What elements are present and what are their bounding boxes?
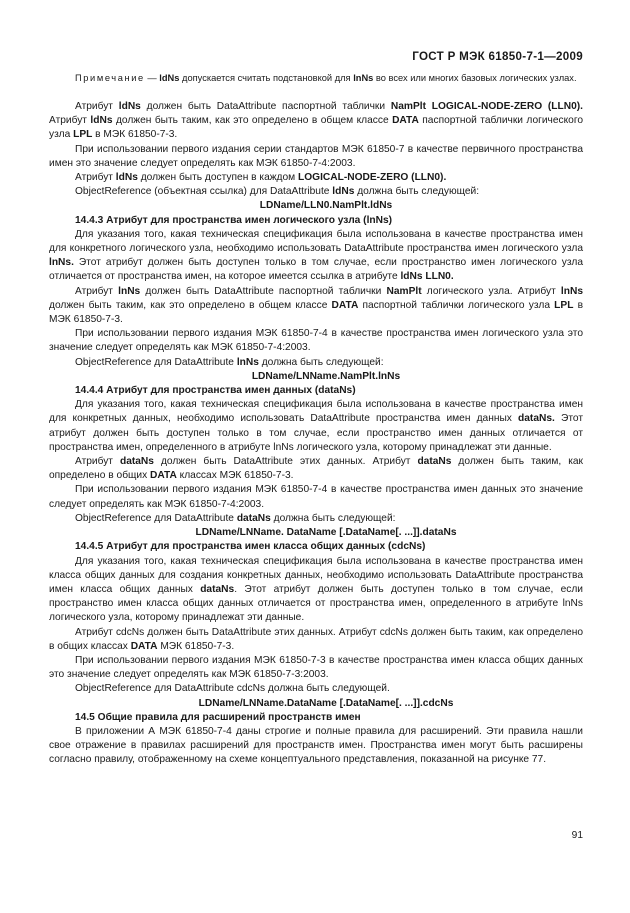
paragraph: При использовании первого издания МЭК 61850-7-4 в качестве пространства имен данных это значение следует определять как МЭК 61850-7-4:2003.: [49, 484, 583, 510]
paragraph: Для указания того, какая техническая спецификация была использована в качестве пространства имен класса общих данных для создания конкретных данных, необходимо использовать DataAttribute пространства имен класса общих данных dataNs. Этот атрибут должен быть доступен только в том случае, если пространство имен класса общих данных отличается от пространства имен, определенного в атрибуте lnNs логического узла, которому принадлежат эти данные.: [49, 555, 583, 624]
section-heading: 14.5 Общие правила для расширений пространств имен: [75, 711, 361, 723]
section-heading: 14.4.5 Атрибут для пространства имен класса общих данных (cdcNs): [75, 541, 426, 553]
paragraph: Атрибут cdcNs должен быть DataAttribute этих данных. Атрибут cdcNs должен быть таким, как определено в общих классах DATA МЭК 61850-7-3.: [49, 626, 583, 652]
paragraph: ObjectReference для DataAttribute lnNs должна быть следующей:: [75, 356, 384, 368]
paragraph: Атрибут lnNs должен быть DataAttribute паспортной таблички NamPlt логического узла. Атрибут lnNs должен быть таким, как это определено в общем классе DATA паспортной таблички логического узла LPL в МЭК 61850-7-3.: [49, 285, 583, 326]
paragraph: При использовании первого издания МЭК 61850-7-4 в качестве пространства имен логического узла это значение следует определять как МЭК 61850-7-4:2003.: [49, 328, 583, 354]
paragraph: Для указания того, какая техническая спецификация была использована в качестве пространства имен для конкретного логического узла, необходимо использовать DataAttribute пространства имен логического узла lnNs. Этот атрибут должен быть доступен только в том случае, если пространство имен логического узла отличается от пространства имен, на которое имеется ссылка в атрибуте ldNs LLN0.: [49, 228, 583, 283]
formula: LDName/LNName. DataName [.DataName[. ...]].dataNs: [195, 527, 457, 539]
paragraph: При использовании первого издания МЭК 61850-7-3 в качестве пространства имен класса общих данных это значение следует определять как МЭК 61850-7-3:2003.: [49, 654, 583, 681]
note-label: Примечание: [75, 73, 145, 83]
section-heading: 14.4.4 Атрибут для пространства имен данных (dataNs): [75, 385, 356, 397]
formula: LDName/LNName.DataName [.DataName[. ...]].cdcNs: [198, 697, 454, 709]
section-heading: 14.4.3 Атрибут для пространства имен логического узла (lnNs): [75, 214, 393, 226]
formula: LDName/LLN0.NamPlt.ldNs: [259, 200, 393, 212]
paragraph: В приложении А МЭК 61850-7-4 даны строгие и полные правила для расширений. Эти правила нашли свое отражение в правилах расширений для пространств имен. Пространства имен могут быть расширены согласно правилу, отображенному на схеме концептуального представления, показанной на рисунке 77.: [49, 725, 583, 766]
note: Примечание — ldNs допускается считать подстановкой для lnNs во всех или многих базовых логических узлах.: [75, 73, 577, 83]
paragraph: ObjectReference (объектная ссылка) для DataAttribute ldNs должна быть следующей:: [75, 186, 480, 198]
paragraph: Атрибут dataNs должен быть DataAttribute этих данных. Атрибут dataNs должен быть таким, как определено в общих DATA классах МЭК 61850-7-3.: [49, 456, 583, 482]
paragraph: Атрибут ldNs должен быть доступен в каждом LOGICAL-NODE-ZERO (LLN0).: [75, 172, 447, 184]
paragraph: При использовании первого издания серии стандартов МЭК 61850-7 в качестве первичного пространства имен это значение следует определять как МЭК 61850-7-4:2003.: [49, 143, 583, 169]
paragraph: Атрибут ldNs должен быть DataAttribute паспортной таблички NamPlt LOGICAL-NODE-ZERO (LLN0). Атрибут ldNs должен быть таким, как это определено в общем классе DATA паспортной таблички логического узла LPL в МЭК 61850-7-3.: [49, 101, 584, 141]
paragraph: Для указания того, какая техническая спецификация была использована в качестве пространства имен для конкретных данных, необходимо использовать DataAttribute пространства имен данных dataNs. Этот атрибут должен быть доступен только в том случае, если пространство имен данных отличается от пространства имен, определенного в атрибуте lnNs логического узла, которому принадлежат эти данные.: [49, 399, 583, 453]
paragraph: ObjectReference для DataAttribute cdcNs должна быть следующей.: [75, 683, 390, 695]
page-header: ГОСТ Р МЭК 61850-7-1—2009: [412, 50, 583, 63]
formula: LDName/LNName.NamPlt.lnNs: [251, 370, 401, 382]
paragraph: ObjectReference для DataAttribute dataNs должна быть следующей:: [75, 512, 396, 524]
page-number: 91: [571, 830, 583, 841]
page-body: [49, 71, 583, 768]
